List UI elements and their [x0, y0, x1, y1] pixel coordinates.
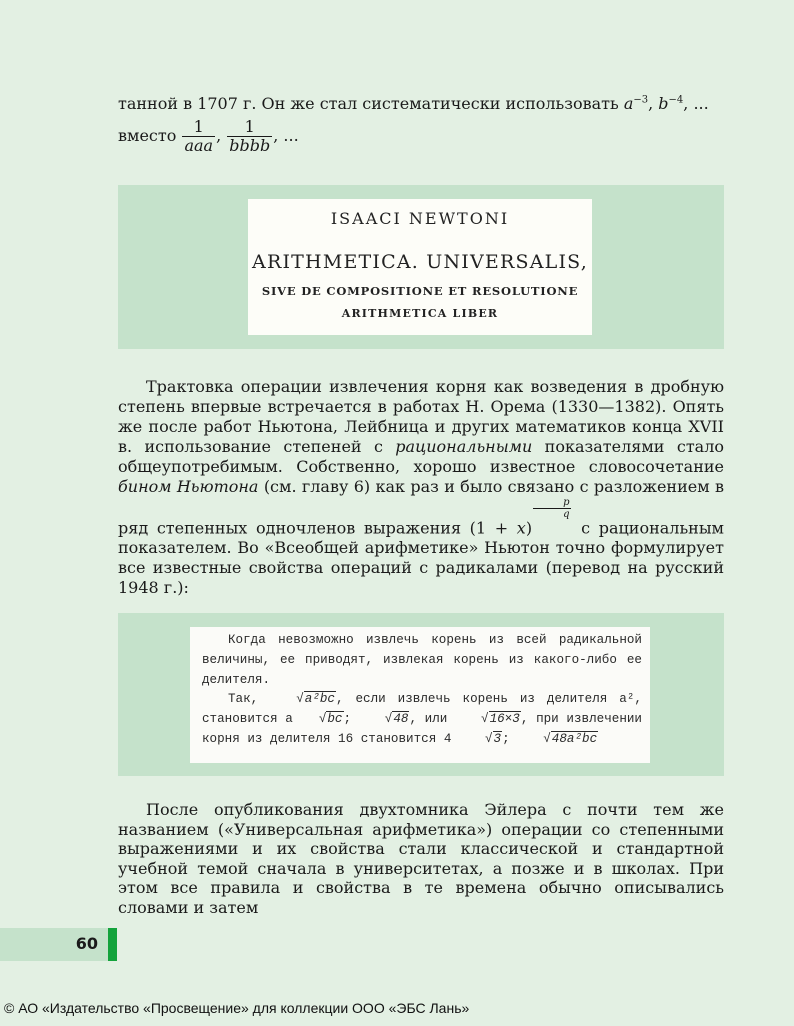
power-b: b — [658, 94, 669, 113]
quote-text: , если извлечь корень из делителя a², становится a — [202, 692, 642, 727]
page-number-tab — [0, 928, 108, 961]
separator: , — [216, 125, 227, 145]
paren-close: ) — [525, 518, 533, 538]
quote-paragraph-1: Когда невозможно извлечь корень из всей радикальной величины, ее приводят, извлекая корень из какого-либо ее делителя. — [202, 633, 642, 687]
variable-x: x — [516, 518, 526, 538]
newton-title-main: ARITHMETICA. UNIVERSALIS, — [252, 251, 588, 273]
quote-text: , при извлечении корня из делителя 16 становится 4 — [202, 712, 642, 746]
paragraph-1-text-d: с рациональным показателем. Во «Всеобщей арифметике» Ньютон точно формулирует все известные свойства операций с радикалами (перевод на русский 1948 г.): — [118, 518, 724, 598]
ellipsis: , ... — [273, 125, 299, 145]
emphasis-rational: рациональными — [395, 437, 533, 456]
fraction-1-over-aaa: $\frac{1}{\text{aaa}}$ — [184, 116, 214, 155]
top-text — [118, 94, 724, 155]
top-text-line2: вместо — [118, 125, 182, 145]
radical-3: √3 — [484, 731, 502, 746]
power-a: a — [623, 94, 634, 113]
radical-48a2bc: √48a²bc — [543, 731, 598, 746]
paragraph-2-text: После опубликования двухтомника Эйлера с почти тем же названием («Универсальная арифметика») операции со степенными выражениями и их свойства стали классической и стандартной учебной темой сначала в университетах, а позже и в школах. При этом все правила и свойства в те времена обычно описывались словами и затем — [118, 800, 724, 917]
radical-a2bc: √a²bc — [296, 692, 335, 707]
page-number: 60 — [75, 934, 98, 953]
paragraph-1-text-b: показателями стало общеупотребимым. Собственно, хорошо известное словосочетание — [118, 437, 724, 476]
newton-title-liber: ARITHMETICA LIBER — [341, 307, 499, 320]
copyright-footer: © АО «Издательство «Просвещение» для коллекции ООО «ЭБС Лань» — [4, 1000, 470, 1016]
emphasis-newton-binomial: бином Ньютона — [118, 477, 259, 496]
newton-title-band — [118, 185, 724, 349]
power-a-exponent: −3 — [633, 94, 649, 106]
radical-48: √48 — [384, 712, 409, 727]
fraction-exponent: p q — [532, 519, 572, 530]
page-accent-stripe — [108, 928, 117, 961]
radical-bc: √bc — [318, 712, 343, 727]
paragraph-1 — [118, 377, 724, 598]
newton-title-subtitle: SIVE DE COMPOSITIONE ET RESOLUTIONE — [261, 284, 579, 298]
power-b-exponent: −4 — [668, 94, 684, 106]
radical-16x3: √16×3 — [481, 712, 520, 727]
newton-quote-image — [190, 627, 650, 763]
quote-paragraph-2 — [202, 690, 642, 749]
ellipsis: , ... — [683, 94, 709, 113]
quote-text: Так, — [228, 692, 271, 707]
quote-band — [118, 613, 724, 776]
paragraph-1-text-a: Трактовка операции извлечения корня как возведения в дробную степень впервые встречается в работах Н. Орема (1330—1382). Опять же после работ Ньютона, Лейбница и других математиков конца XVII в. использование степеней с — [118, 377, 724, 456]
quote-text: ; — [343, 712, 359, 727]
newton-title-image — [248, 199, 592, 335]
newton-title-author: ISAACI NEWTONI — [330, 209, 510, 228]
fraction-1-over-bbbb: $\frac{1}{\text{bbbb}}$ — [229, 116, 271, 155]
separator: , — [648, 94, 659, 113]
top-text-line1: танной в 1707 г. Он же стал систематически использовать — [118, 94, 624, 113]
paragraph-1-text-c: (см. главу 6) как раз и было связано с разложением в ряд степенных одночленов выражения (1 + — [118, 477, 725, 538]
quote-text: , или — [409, 712, 456, 727]
paragraph-2 — [118, 800, 724, 918]
quote-text: ; — [502, 731, 518, 746]
